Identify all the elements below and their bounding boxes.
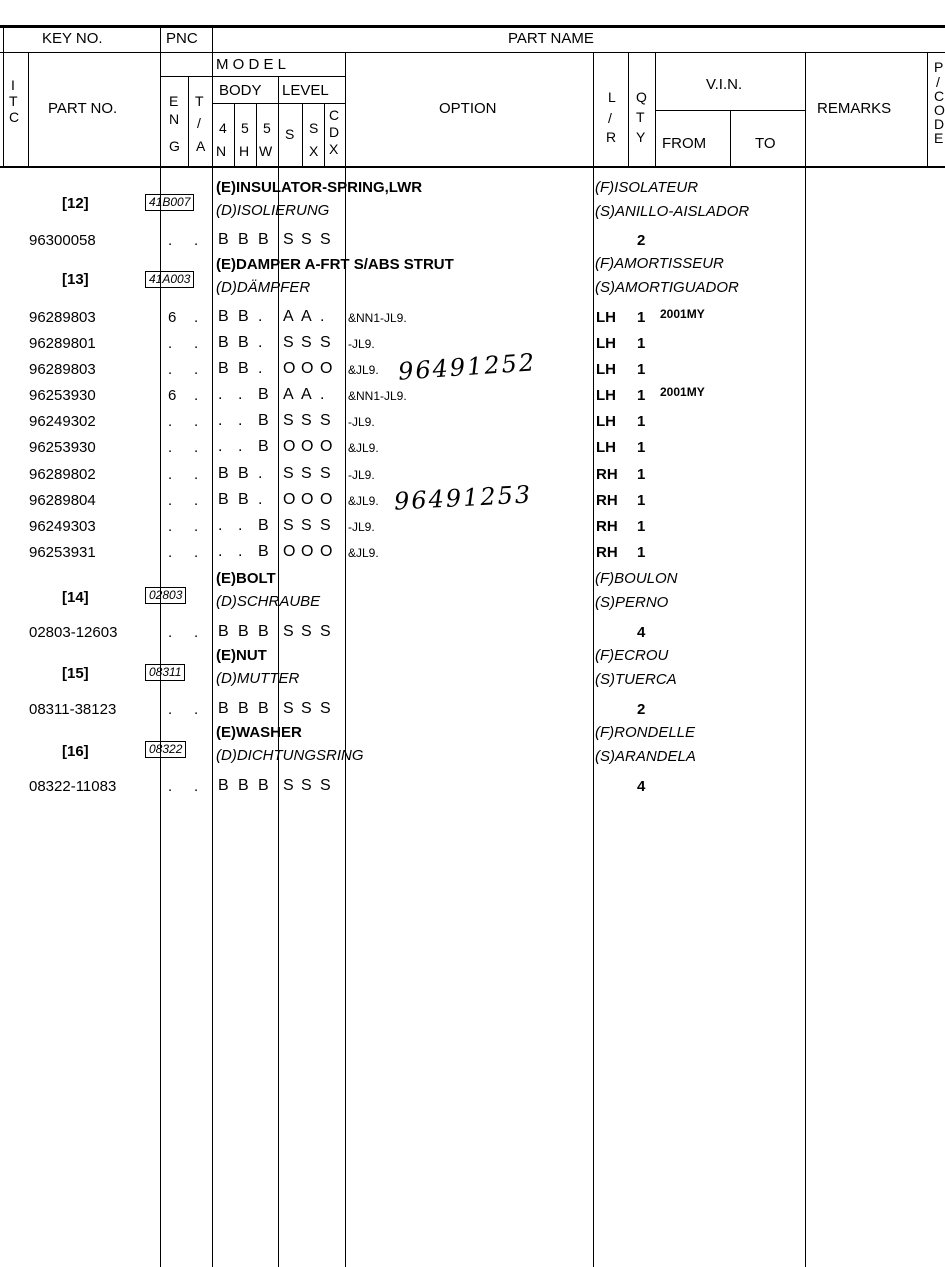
name-french: (F)ECROU xyxy=(595,647,669,664)
header-part-name: PART NAME xyxy=(508,30,594,47)
name-french: (F)ISOLATEUR xyxy=(595,179,699,196)
body-5w: . xyxy=(258,308,263,325)
level-sx: S xyxy=(301,623,312,640)
body-5w: B xyxy=(258,517,269,534)
level-cdx: O xyxy=(320,360,333,377)
quantity: 1 xyxy=(637,492,646,509)
body-5w: B xyxy=(258,623,269,640)
level-s: S xyxy=(283,777,294,794)
header-vin-to: TO xyxy=(755,135,776,152)
key-number: [13] xyxy=(62,271,89,288)
header-pnc: PNC xyxy=(166,30,198,47)
body-5w: . xyxy=(258,360,263,377)
header-level: LEVEL xyxy=(282,82,329,99)
table-row xyxy=(0,774,945,800)
level-cdx: S xyxy=(320,700,331,717)
name-german: (D)DÄMPFER xyxy=(216,279,311,296)
header-body-5w-w: W xyxy=(259,143,273,159)
level-cdx: O xyxy=(320,543,333,560)
quantity: 1 xyxy=(637,466,646,483)
quantity: 2 xyxy=(637,232,646,249)
header-level-cdx-x: X xyxy=(329,141,339,157)
level-cdx: . xyxy=(320,386,325,403)
ta-code: . xyxy=(194,466,199,483)
part-number: 96289804 xyxy=(29,492,96,509)
name-english: (E)INSULATOR-SPRING,LWR xyxy=(216,179,423,196)
option-code: &NN1-JL9. xyxy=(348,311,407,325)
level-s: S xyxy=(283,517,294,534)
body-5h: B xyxy=(238,491,249,508)
table-row xyxy=(0,409,945,435)
eng-code: . xyxy=(168,466,173,483)
quantity: 2 xyxy=(637,701,646,718)
level-s: O xyxy=(283,543,296,560)
ta-code: . xyxy=(194,335,199,352)
header-part-no: PART NO. xyxy=(48,100,118,117)
level-sx: A xyxy=(301,308,312,325)
quantity: 1 xyxy=(637,387,646,404)
lr-side: LH xyxy=(596,439,616,456)
body-5w: B xyxy=(258,412,269,429)
header-body-5w-5: 5 xyxy=(263,120,271,136)
quantity: 4 xyxy=(637,778,646,795)
lr-side: LH xyxy=(596,361,616,378)
ta-code: . xyxy=(194,624,199,641)
name-english: (E)DAMPER A-FRT S/ABS STRUT xyxy=(216,256,454,273)
part-number: 08322-11083 xyxy=(29,778,117,795)
header-ta-t: T xyxy=(195,93,204,109)
body-4n: . xyxy=(218,412,223,429)
eng-code: . xyxy=(168,232,173,249)
col-rule-5h xyxy=(256,103,257,166)
body-5h: B xyxy=(238,231,249,248)
level-s: S xyxy=(283,623,294,640)
key-number: [15] xyxy=(62,665,89,682)
level-s: O xyxy=(283,360,296,377)
col-rule-lr xyxy=(628,52,629,166)
lr-side: RH xyxy=(596,544,618,561)
header-pcode-p: P xyxy=(934,59,944,75)
ta-code: . xyxy=(194,701,199,718)
body-5w: . xyxy=(258,334,263,351)
name-french: (F)RONDELLE xyxy=(595,724,696,741)
col-rule-eng xyxy=(188,76,189,166)
part-number: 02803-12603 xyxy=(29,624,118,641)
name-german: (D)MUTTER xyxy=(216,670,300,687)
body-5w: B xyxy=(258,231,269,248)
ta-code: . xyxy=(194,518,199,535)
option-code: &JL9. xyxy=(348,441,379,455)
body-4n: B xyxy=(218,465,229,482)
header-remarks: REMARKS xyxy=(817,100,892,117)
name-spanish: (S)ANILLO-AISLADOR xyxy=(595,203,750,220)
ta-code: . xyxy=(194,309,199,326)
level-s: S xyxy=(283,412,294,429)
level-s: S xyxy=(283,231,294,248)
level-cdx: S xyxy=(320,231,331,248)
ta-code: . xyxy=(194,439,199,456)
ta-code: . xyxy=(194,492,199,509)
ta-code: . xyxy=(194,544,199,561)
header-key-no: KEY NO. xyxy=(42,30,103,47)
table-row xyxy=(0,620,945,646)
eng-code: 6 xyxy=(168,387,177,404)
quantity: 1 xyxy=(637,309,646,326)
header-body-5h-5: 5 xyxy=(241,120,249,136)
ta-code: . xyxy=(194,232,199,249)
body-5w: B xyxy=(258,777,269,794)
part-number: 96289803 xyxy=(29,361,96,378)
lr-side: RH xyxy=(596,466,618,483)
quantity: 1 xyxy=(637,544,646,561)
part-number: 96253930 xyxy=(29,439,96,456)
level-cdx: S xyxy=(320,334,331,351)
key-number: [14] xyxy=(62,589,89,606)
level-cdx: S xyxy=(320,517,331,534)
body-4n: . xyxy=(218,438,223,455)
option-code: &JL9. xyxy=(348,546,379,560)
header-level-s: S xyxy=(285,126,295,142)
header-level-cdx-d: D xyxy=(329,124,340,140)
col-rule-itc xyxy=(28,52,29,168)
body-4n: B xyxy=(218,623,229,640)
eng-code: 6 xyxy=(168,309,177,326)
header-vin-from: FROM xyxy=(662,135,707,152)
header-lr-l: L xyxy=(608,89,616,105)
header-lr-slash: / xyxy=(608,110,612,126)
level-s: A xyxy=(283,308,294,325)
level-sx: O xyxy=(301,491,314,508)
key-number: [16] xyxy=(62,743,89,760)
header-model: M O D E L xyxy=(216,56,287,73)
key-number: [12] xyxy=(62,195,89,212)
ta-code: . xyxy=(194,387,199,404)
body-5h: B xyxy=(238,360,249,377)
level-s: S xyxy=(283,700,294,717)
level-sx: A xyxy=(301,386,312,403)
eng-code: . xyxy=(168,778,173,795)
header-row-rule xyxy=(0,52,945,53)
quantity: 1 xyxy=(637,518,646,535)
header-qty-t: T xyxy=(636,109,645,125)
body-5w: B xyxy=(258,543,269,560)
name-german: (D)SCHRAUBE xyxy=(216,593,321,610)
ta-code: . xyxy=(194,778,199,795)
name-german: (D)DICHTUNGSRING xyxy=(216,747,364,764)
header-body-4n-4: 4 xyxy=(219,120,227,136)
level-sx: O xyxy=(301,360,314,377)
level-sx: O xyxy=(301,543,314,560)
eng-code: . xyxy=(168,492,173,509)
table-row xyxy=(0,383,945,409)
body-5h: B xyxy=(238,623,249,640)
name-spanish: (S)ARANDELA xyxy=(595,748,696,765)
body-5w: B xyxy=(258,386,269,403)
level-cdx: S xyxy=(320,465,331,482)
level-s: A xyxy=(283,386,294,403)
lr-side: RH xyxy=(596,492,618,509)
eng-code: . xyxy=(168,361,173,378)
part-number: 96249303 xyxy=(29,518,96,535)
body-5h: B xyxy=(238,465,249,482)
pnc-box: 41A003 xyxy=(145,271,194,288)
body-5w: . xyxy=(258,465,263,482)
quantity: 1 xyxy=(637,439,646,456)
body-5w: B xyxy=(258,700,269,717)
header-qty-q: Q xyxy=(636,89,647,105)
col-rule-remarks xyxy=(927,52,928,168)
name-english: (E)WASHER xyxy=(216,724,302,741)
col-rule-pnc xyxy=(212,25,213,1267)
table-row xyxy=(0,305,945,331)
body-5h: . xyxy=(238,386,243,403)
part-number: 96289801 xyxy=(29,335,96,352)
ta-code: . xyxy=(194,413,199,430)
header-lr-r: R xyxy=(606,129,617,145)
level-cdx: O xyxy=(320,491,333,508)
header-eng-g: G xyxy=(169,138,180,154)
level-cdx: S xyxy=(320,777,331,794)
option-code: -JL9. xyxy=(348,520,375,534)
ta-code: . xyxy=(194,361,199,378)
lr-side: RH xyxy=(596,518,618,535)
pnc-box: 08311 xyxy=(145,664,185,681)
lr-side: LH xyxy=(596,335,616,352)
body-5h: . xyxy=(238,517,243,534)
eng-code: . xyxy=(168,518,173,535)
body-5h: . xyxy=(238,543,243,560)
header-ta-slash: / xyxy=(197,115,201,131)
header-itc-i: I xyxy=(11,77,15,93)
table-row xyxy=(0,435,945,461)
header-itc-t: T xyxy=(9,93,18,109)
level-sx: S xyxy=(301,412,312,429)
level-cdx: O xyxy=(320,438,333,455)
part-number: 96249302 xyxy=(29,413,96,430)
lr-side: LH xyxy=(596,387,616,404)
body-4n: . xyxy=(218,517,223,534)
option-code: &JL9. xyxy=(348,494,379,508)
header-itc-c: C xyxy=(9,109,20,125)
body-5h: B xyxy=(238,777,249,794)
name-french: (F)BOULON xyxy=(595,570,678,587)
table-top-rule xyxy=(0,25,945,28)
part-number: 96289803 xyxy=(29,309,96,326)
option-code: &NN1-JL9. xyxy=(348,389,407,403)
option-code: -JL9. xyxy=(348,468,375,482)
lr-side: LH xyxy=(596,309,616,326)
lr-side: LH xyxy=(596,413,616,430)
header-pcode-e: E xyxy=(934,130,944,146)
quantity: 1 xyxy=(637,413,646,430)
level-sx: S xyxy=(301,231,312,248)
quantity: 1 xyxy=(637,361,646,378)
header-eng-n: N xyxy=(169,111,180,127)
table-row xyxy=(0,540,945,566)
name-german: (D)ISOLIERUNG xyxy=(216,202,330,219)
header-pcode-o: O xyxy=(934,102,945,118)
eng-code: . xyxy=(168,335,173,352)
body-5h: B xyxy=(238,700,249,717)
part-number: 96300058 xyxy=(29,232,96,249)
level-sx: S xyxy=(301,700,312,717)
header-body: BODY xyxy=(219,82,262,99)
name-spanish: (S)AMORTIGUADOR xyxy=(595,279,739,296)
header-level-sx-s: S xyxy=(309,120,319,136)
body-5w: . xyxy=(258,491,263,508)
header-body-4n-n: N xyxy=(216,143,227,159)
level-s: O xyxy=(283,438,296,455)
level-s: S xyxy=(283,465,294,482)
part-number: 96289802 xyxy=(29,466,96,483)
body-4n: B xyxy=(218,777,229,794)
level-s: S xyxy=(283,334,294,351)
body-5h: B xyxy=(238,308,249,325)
body-5h: . xyxy=(238,438,243,455)
name-english: (E)BOLT xyxy=(216,570,276,587)
level-cdx: S xyxy=(320,412,331,429)
header-qty-y: Y xyxy=(636,129,646,145)
part-number: 96253930 xyxy=(29,387,96,404)
header-level-cdx-c: C xyxy=(329,107,340,123)
table-left-rule xyxy=(3,25,4,168)
header-pcode-c: C xyxy=(934,88,945,104)
body-5h: B xyxy=(238,334,249,351)
part-number: 96253931 xyxy=(29,544,96,561)
handwritten-part-number: 96491253 xyxy=(393,480,533,516)
body-4n: B xyxy=(218,308,229,325)
eng-code: . xyxy=(168,544,173,561)
table-row xyxy=(0,697,945,723)
handwritten-part-number: 96491252 xyxy=(397,348,537,386)
body-4n: . xyxy=(218,386,223,403)
level-sx: S xyxy=(301,465,312,482)
pnc-box: 41B007 xyxy=(145,194,194,211)
option-code: -JL9. xyxy=(348,415,375,429)
header-ta-a: A xyxy=(196,138,206,154)
eng-code: . xyxy=(168,624,173,641)
header-level-sx-x: X xyxy=(309,143,319,159)
name-spanish: (S)TUERCA xyxy=(595,671,677,688)
body-4n: B xyxy=(218,231,229,248)
header-option: OPTION xyxy=(439,100,497,117)
col-rule-qty xyxy=(655,52,656,166)
pnc-box: 08322 xyxy=(145,741,186,758)
table-row xyxy=(0,228,945,254)
col-rule-keyno xyxy=(160,25,161,1267)
vin-from: 2001MY xyxy=(660,385,705,399)
name-spanish: (S)PERNO xyxy=(595,594,669,611)
eng-code: . xyxy=(168,413,173,430)
level-sx: O xyxy=(301,438,314,455)
level-cdx: S xyxy=(320,623,331,640)
header-body-5h-h: H xyxy=(239,143,250,159)
body-5w: B xyxy=(258,438,269,455)
body-5h: . xyxy=(238,412,243,429)
body-4n: B xyxy=(218,491,229,508)
col-rule-4n xyxy=(234,103,235,166)
level-sx: S xyxy=(301,777,312,794)
header-vin: V.I.N. xyxy=(706,76,743,93)
col-rule-s xyxy=(302,103,303,166)
header-bottom-rule xyxy=(0,166,945,168)
eng-code: . xyxy=(168,701,173,718)
body-4n: B xyxy=(218,360,229,377)
pnc-box: 02803 xyxy=(145,587,186,604)
option-code: &JL9. xyxy=(348,363,379,377)
level-sx: S xyxy=(301,334,312,351)
quantity: 4 xyxy=(637,624,646,641)
header-eng-e: E xyxy=(169,93,179,109)
table-row xyxy=(0,514,945,540)
option-code: -JL9. xyxy=(348,337,375,351)
col-rule-sx xyxy=(324,103,325,166)
eng-code: . xyxy=(168,439,173,456)
part-number: 08311-38123 xyxy=(29,701,117,718)
name-english: (E)NUT xyxy=(216,647,267,664)
level-s: O xyxy=(283,491,296,508)
name-french: (F)AMORTISSEUR xyxy=(595,255,724,272)
col-rule-from xyxy=(730,110,731,166)
header-pcode-slash: / xyxy=(936,74,940,90)
level-sx: S xyxy=(301,517,312,534)
header-pcode-d: D xyxy=(934,116,945,132)
body-4n: B xyxy=(218,334,229,351)
body-4n: B xyxy=(218,700,229,717)
quantity: 1 xyxy=(637,335,646,352)
body-4n: . xyxy=(218,543,223,560)
vin-from: 2001MY xyxy=(660,307,705,321)
level-cdx: . xyxy=(320,308,325,325)
